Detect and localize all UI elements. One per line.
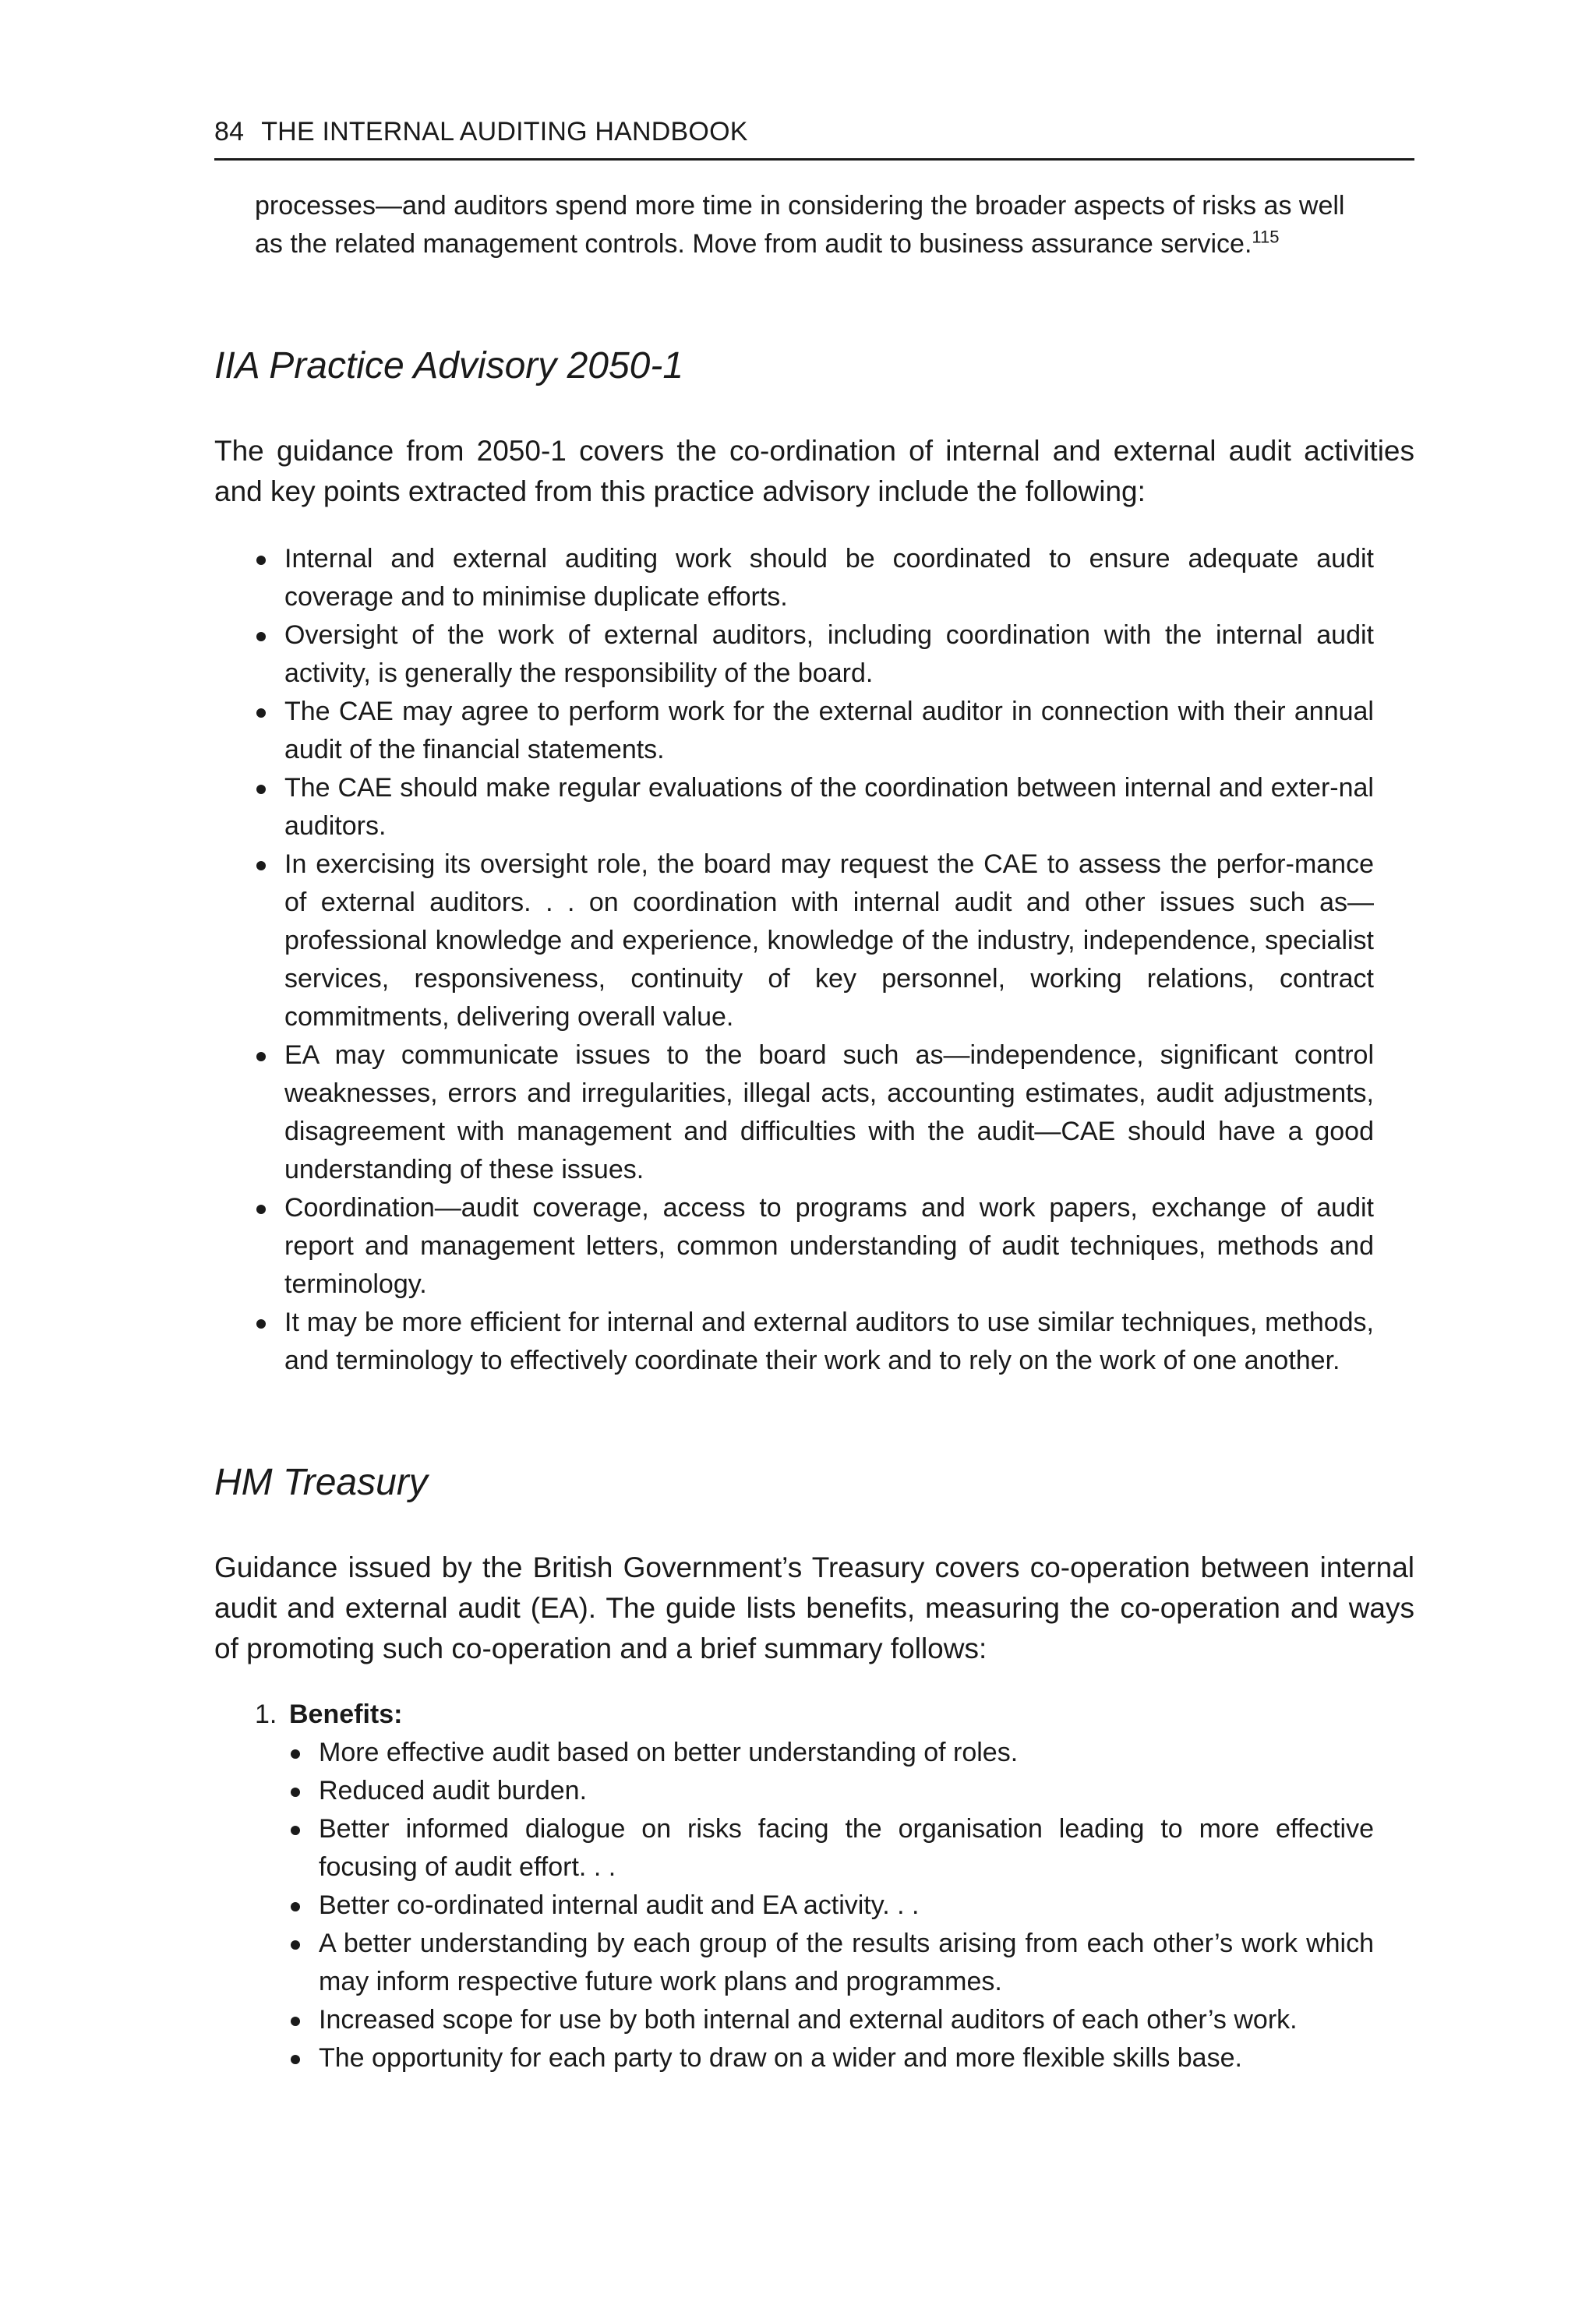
running-head (214, 117, 1414, 161)
continued-quote (255, 187, 1374, 263)
section-heading-treasury: HM Treasury (214, 1462, 428, 1503)
continued-quote-text: processes—and auditors spend more time in considering the broader aspects of risks as well as the related management controls. Move from audit to business assurance service. (255, 191, 1345, 259)
list-item: Oversight of the work of external auditors, including coordination with the internal audit activity, is generally the responsibility of the board. (255, 616, 1374, 693)
list-item: Internal and external auditing work should be coordinated to ensure adequate audit coverage and to minimise duplicate efforts. (255, 540, 1374, 616)
list-item: Better informed dialogue on risks facing the organisation leading to more effective focusing of audit effort. . . (289, 1810, 1374, 1887)
item-title: Benefits: (289, 1700, 403, 1729)
advisory-intro: The guidance from 2050-1 covers the co-ordination of internal and external audit activities and key points extracted from this practice advisory include the following: (214, 435, 1414, 507)
list-item: Increased scope for use by both internal and external auditors of each other’s work. (289, 2001, 1374, 2039)
list-item: In exercising its oversight role, the board may request the CAE to assess the perfor-mance of external auditors. . . on coordination with internal audit and other issues such as—professional knowledge and experience, knowledge of the industry, independence, specialist services, responsiveness, continuity of key personnel, working relations, contract commitments, delivering overall value. (255, 845, 1374, 1036)
advisory-bullet-list (255, 540, 1374, 1380)
list-item: Better co-ordinated internal audit and EA activity. . . (289, 1887, 1374, 1925)
list-item: It may be more efficient for internal and external auditors to use similar techniques, methods, and terminology to effectively coordinate their work and to rely on the work of one another. (255, 1304, 1374, 1380)
treasury-intro: Guidance issued by the British Government’s Treasury covers co-operation between internal audit and external audit (EA). The guide lists benefits, measuring the co-operation and ways of promoting such co-operation and a brief summary follows: (214, 1551, 1414, 1664)
list-item: A better understanding by each group of the results arising from each other’s work which may inform respective future work plans and programmes. (289, 1925, 1374, 2001)
list-item: Reduced audit burden. (289, 1772, 1374, 1810)
footnote-ref: 115 (1252, 227, 1280, 247)
book-title: THE INTERNAL AUDITING HANDBOOK (261, 117, 748, 146)
list-item: The CAE should make regular evaluations of the coordination between internal and exter-nal auditors. (255, 769, 1374, 845)
benefits-bullet-list (289, 1734, 1374, 2077)
list-item: Coordination—audit coverage, access to programs and work papers, exchange of audit report and management letters, common understanding of audit techniques, methods and terminology. (255, 1189, 1374, 1304)
list-item: The CAE may agree to perform work for the external auditor in connection with their annual audit of the financial statements. (255, 693, 1374, 769)
numbered-item-benefits (255, 1696, 1374, 2077)
item-number: 1. (255, 1700, 277, 1729)
section-heading-advisory: IIA Practice Advisory 2050-1 (214, 345, 684, 386)
list-item: More effective audit based on better understanding of roles. (289, 1734, 1374, 1772)
list-item: EA may communicate issues to the board such as—independence, significant control weaknesses, errors and irregularities, illegal acts, accounting estimates, audit adjustments, disagreement with management and difficulties with the audit—CAE should have a good understanding of these issues. (255, 1036, 1374, 1189)
page-number: 84 (214, 117, 245, 146)
numbered-item-header (255, 1696, 1374, 1734)
page (214, 117, 1414, 2077)
list-item: The opportunity for each party to draw on a wider and more flexible skills base. (289, 2039, 1374, 2077)
